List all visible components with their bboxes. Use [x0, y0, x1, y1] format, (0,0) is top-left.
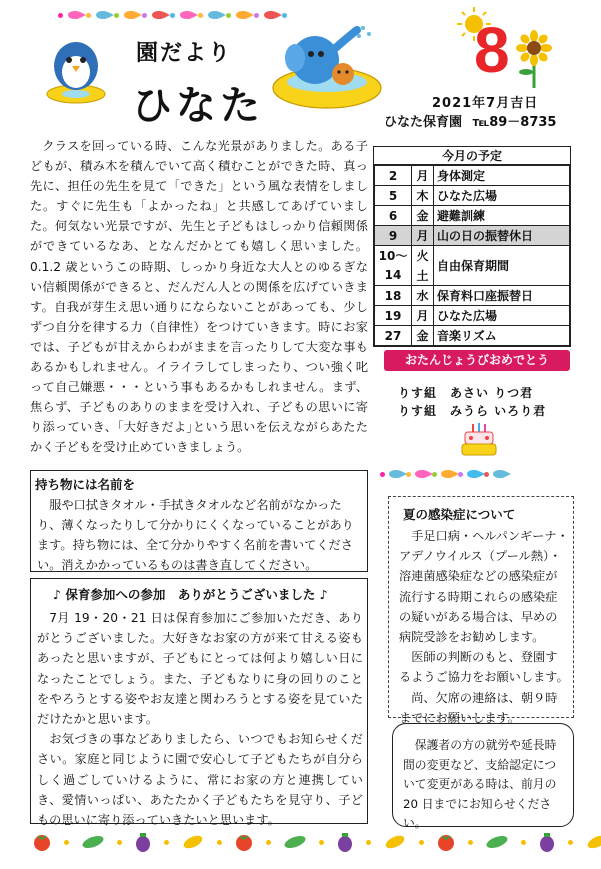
infection-body — [399, 526, 569, 728]
schedule-event: 避難訓練 — [434, 206, 570, 226]
schedule-header: 今月の予定 — [374, 147, 570, 165]
tomato-icon — [32, 832, 52, 852]
birthday-child: りす組 みうら いろり君 — [398, 404, 547, 418]
schedule-row — [375, 286, 570, 306]
schedule-event: ひなた広場 — [434, 186, 570, 206]
schedule-row — [375, 186, 570, 206]
director-message-text: クラスを回っている時、こんな光景がありました。ある子どもが、積み木を積んでいて高く積むことができた時、真っ先に、担任の先生を見て「できた」という風な表情をしました。すぐに先生も「よかったね」と共感してあげていました。何気ない光景ですが、先生と子どもはしっかり信頼関係ができているなあ、となんだかとても嬉しく思いました。0.1.2 歳というこの時期、しっかり身近な大人とのゆるぎない信頼関係ができると、だんだん人との関係を広げていきます。自我が芽生え思い通りにならないことがあっても、少しずつ自分を律する力（自律性）をつけていきます。時にお家では、子どもが甘えからわがままを言ったりして大変な事もあるかもしれません。イライラしてしまったり、つい強く叱って自己嫌悪・・・という事もあるかもしれません。まず、焦らず、子どものありのままを受け入れ、子どもの思いに寄り添っていき、｢大好きだよ｣という思いを伝えながらあたたかく子どもを受け止めていきましょう。 — [30, 139, 368, 455]
schedule-weekday: 月 — [412, 166, 434, 186]
schedule-weekday: 金 — [412, 326, 434, 346]
schedule-day: 19 — [375, 306, 412, 326]
fish-icon — [208, 11, 221, 19]
birthday-cake-icon — [459, 422, 499, 458]
dot-icon — [419, 840, 424, 845]
dot-icon — [468, 840, 473, 845]
tomato-icon — [234, 832, 254, 852]
schedule-event: ひなた広場 — [434, 306, 570, 326]
org-info — [384, 111, 556, 130]
belongings-title: 持ち物には名前を — [35, 477, 136, 492]
tomato-icon — [436, 832, 456, 852]
infection-paragraph: 医師の判断のもと、登園するようご協力をお願いします。 — [399, 650, 569, 685]
dot-icon — [164, 840, 169, 845]
eggplant-icon — [336, 832, 354, 852]
dot-icon — [170, 13, 175, 18]
fish-icon — [96, 11, 109, 19]
org-tel: ℡89－8735 — [472, 115, 557, 130]
fish-icon — [415, 470, 428, 478]
dot-icon — [319, 840, 324, 845]
schedule-day: 14 — [375, 266, 412, 286]
eggplant-icon — [538, 832, 556, 852]
elephant-pool-illustration — [265, 22, 385, 112]
dot-icon — [521, 840, 526, 845]
belongings-text: 服や口拭きタオル・手拭きタオルなど名前がなかったり、薄くなったりして分かりにくくなっていることがあります。持ち物には、全て分かりやすく名前を書いてください。消えかかっているものは書き直してください。 — [37, 498, 354, 572]
issue-date: 2021年7月吉日 — [432, 96, 539, 111]
schedule-row — [375, 246, 570, 266]
dot-icon — [568, 840, 573, 845]
schedule-day: 5 — [375, 186, 412, 206]
birthday-child: りす組 あさい りつ君 — [398, 386, 534, 400]
note-body — [403, 736, 567, 834]
schedule-day: 27 — [375, 326, 412, 346]
schedule-row — [375, 306, 570, 326]
birthday-banner: おたんじょうびおめでとう — [384, 350, 570, 371]
thanks-paragraph: 7月 19・20・21 日は保育参加にご参加いただき、ありがとうございました。大好きなお家の方が来て甘える姿もあったと思いますが、子どもにとっては何より嬉しい日になったことでしょう。また、子どもなりに身の回りのことをやろうとする姿やお友達と関わろうとする姿を見ていただけたかと思います。 — [37, 611, 363, 727]
dot-icon — [254, 13, 259, 18]
schedule-event: 身体測定 — [434, 166, 570, 186]
schedule-weekday: 火 — [412, 246, 434, 266]
schedule-day: 9 — [375, 226, 412, 246]
schedule-weekday: 金 — [412, 206, 434, 226]
schedule-event: 自由保育期間 — [434, 246, 570, 286]
corn-icon — [383, 834, 407, 850]
dot-icon — [142, 13, 147, 18]
belongings-notice — [30, 470, 368, 572]
dot-icon — [58, 13, 63, 18]
schedule-day: 18 — [375, 286, 412, 306]
dot-icon — [266, 840, 271, 845]
infection-paragraph: 尚、欠席の連絡は、朝９時までにお願いします。 — [399, 690, 558, 725]
middle-fish-border — [380, 470, 506, 478]
dot-icon — [217, 840, 222, 845]
dot-icon — [226, 13, 231, 18]
dot-icon — [366, 840, 371, 845]
cucumber-icon — [485, 835, 509, 849]
schedule-event: 保育料口座振替日 — [434, 286, 570, 306]
dot-icon — [282, 13, 287, 18]
director-message — [30, 136, 368, 458]
dot-icon — [117, 840, 122, 845]
org-name: ひなた保育園 — [384, 115, 463, 130]
penguin-icon — [44, 32, 108, 104]
certification-note — [392, 723, 574, 830]
thanks-body — [37, 608, 363, 830]
schedule-day: 2 — [375, 166, 412, 186]
schedule-weekday: 水 — [412, 286, 434, 306]
bottom-vegetable-border — [32, 832, 601, 852]
month-number: 8 — [474, 14, 510, 86]
eggplant-icon — [134, 832, 152, 852]
cucumber-icon — [81, 835, 105, 849]
schedule-weekday: 土 — [412, 266, 434, 286]
schedule-row — [375, 326, 570, 346]
schedule-table — [374, 165, 570, 346]
fish-icon — [467, 470, 480, 478]
corn-icon — [585, 834, 601, 850]
dot-icon — [64, 840, 69, 845]
schedule-event: 山の日の振替休日 — [434, 226, 570, 246]
belongings-body — [37, 495, 363, 575]
dot-icon — [380, 472, 385, 477]
fish-icon — [152, 11, 165, 19]
newsletter-label: 園だより — [136, 41, 233, 66]
fish-icon — [441, 470, 454, 478]
fish-icon — [493, 470, 506, 478]
fish-icon — [180, 11, 193, 19]
schedule-event: 音楽リズム — [434, 326, 570, 346]
dot-icon — [198, 13, 203, 18]
infection-notice — [388, 496, 574, 725]
dot-icon — [114, 13, 119, 18]
infection-title: 夏の感染症について — [403, 507, 516, 522]
schedule-row-holiday — [375, 226, 570, 246]
note-text: 保護者の方の就労や延長時間の変更など、支給認定について変更がある時は、前月の 20 日までにお知らせください。 — [403, 738, 557, 830]
monthly-schedule — [373, 146, 571, 347]
thanks-title: ♪ 保育参加への参加 ありがとうございました ♪ — [53, 587, 328, 602]
top-fish-border — [58, 11, 287, 19]
fish-icon — [389, 470, 402, 478]
schedule-row — [375, 206, 570, 226]
cucumber-icon — [283, 835, 307, 849]
dot-icon — [86, 13, 91, 18]
newsletter-title: ひなた — [132, 83, 264, 129]
fish-icon — [68, 11, 81, 19]
schedule-weekday: 木 — [412, 186, 434, 206]
corn-icon — [181, 834, 205, 850]
fish-icon — [124, 11, 137, 19]
schedule-weekday: 月 — [412, 306, 434, 326]
participation-thanks — [30, 578, 368, 828]
schedule-weekday: 月 — [412, 226, 434, 246]
thanks-paragraph: お気づきの事などありましたら、いつでもお知らせください。家庭と同じように園で安心して子どもたちが自分らしく過ごしていけるように、常にお家の方と連携していき、愛情いっぱい、あたたかく子どもたちを見守り、子どもの思いに寄り添っていきたいと思います。 — [37, 732, 363, 828]
sunflower-icon — [516, 30, 552, 88]
schedule-row — [375, 166, 570, 186]
fish-icon — [236, 11, 249, 19]
fish-icon — [264, 11, 277, 19]
schedule-day: 6 — [375, 206, 412, 226]
schedule-day: 10～ — [375, 246, 412, 266]
infection-paragraph: 手足口病・ヘルパンギーナ・アデノウイルス（プール熱）・溶連菌感染症などの感染症が流行する時期これらの感染症の疑いがある場合は、早めの病院受診をお勧めします。 — [399, 529, 569, 645]
